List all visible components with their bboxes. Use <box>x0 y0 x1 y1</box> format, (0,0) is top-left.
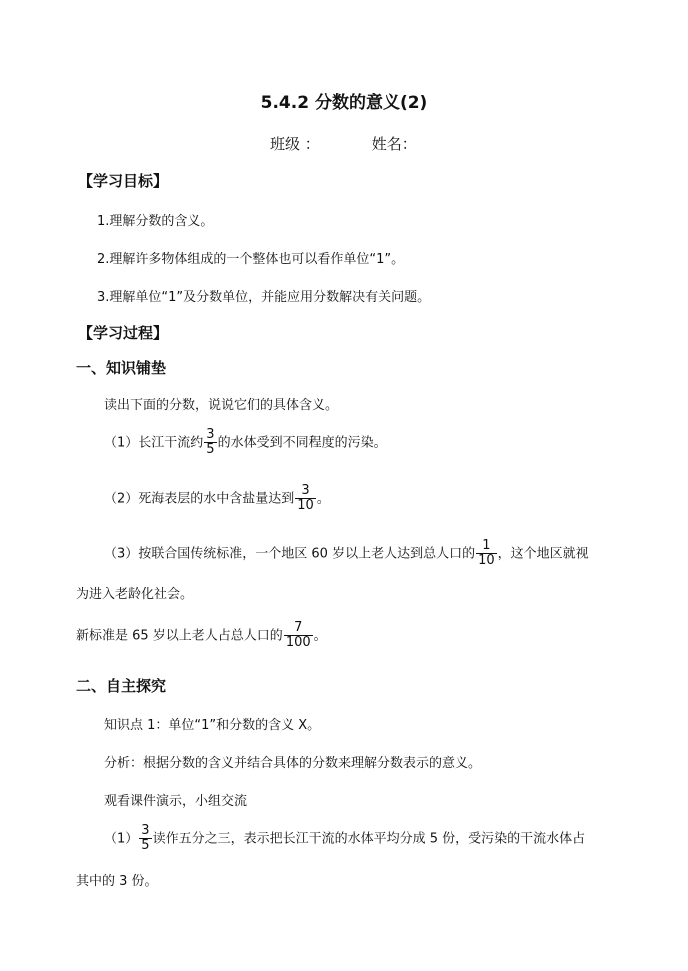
s2-item1-text-before: （1） <box>104 831 139 847</box>
section2-heading: 二、自主探究 <box>76 677 167 695</box>
fraction-numerator: 3 <box>206 427 215 442</box>
fraction-3-10 <box>295 484 316 514</box>
section1-item-1 <box>104 428 387 458</box>
s2-item1-text-after: 读作五分之三，表示把长江干流的水体平均分成 5 份，受污染的干流水体占 <box>152 831 586 847</box>
section1-item-3 <box>104 539 589 569</box>
section1-heading: 一、知识铺垫 <box>76 359 167 377</box>
section2-analysis: 分析：根据分数的含义并结合具体的分数来理解分数表示的意义。 <box>104 756 482 771</box>
fraction-denominator: 10 <box>478 553 495 569</box>
fraction-numerator: 3 <box>301 483 310 498</box>
goal-item-3: 3.理解单位“1”及分数单位，并能应用分数解决有关问题。 <box>97 290 431 305</box>
item1-text-after: 的水体受到不同程度的污染。 <box>217 435 387 451</box>
item4-text-after: 。 <box>313 628 327 644</box>
section2-watch: 观看课件演示，小组交流 <box>104 794 248 809</box>
fraction-denominator: 5 <box>206 442 215 458</box>
name-label: 姓名： <box>371 135 417 153</box>
section2-item-1 <box>104 824 585 854</box>
class-label: 班级 ： <box>270 135 320 153</box>
fraction-numerator: 7 <box>294 620 303 635</box>
section1-item-3-line2: 为进入老龄化社会。 <box>76 587 194 602</box>
fraction-denominator: 10 <box>297 498 314 514</box>
section2-point: 知识点 1：单位“1”和分数的含义 X。 <box>104 718 321 733</box>
fraction-numerator: 1 <box>482 538 491 553</box>
item3-text-before: （3）按联合国传统标准，一个地区 60 岁以上老人达到总人口的 <box>104 546 476 562</box>
item2-text-before: （2）死海表层的水中含盐量达到 <box>104 491 295 507</box>
item3-text-after: ，这个地区就视 <box>497 546 589 562</box>
goal-item-1: 1.理解分数的含义。 <box>97 214 214 229</box>
fraction-7-100 <box>284 621 313 651</box>
goals-heading: 【学习目标】 <box>78 172 169 190</box>
fraction-denominator: 100 <box>285 635 311 651</box>
section2-item-1-line2: 其中的 3 份。 <box>76 874 158 889</box>
section1-item-2 <box>104 484 330 514</box>
fraction-3-5 <box>204 428 216 458</box>
fraction-1-10 <box>476 539 497 569</box>
section1-item-4 <box>76 621 327 651</box>
process-heading: 【学习过程】 <box>78 324 169 342</box>
item2-text-after: 。 <box>316 491 330 507</box>
fraction-3-5 <box>139 824 151 854</box>
item1-text-before: （1）长江干流约 <box>104 435 204 451</box>
section1-intro: 读出下面的分数，说说它们的具体含义。 <box>104 398 339 413</box>
fraction-numerator: 3 <box>141 823 150 838</box>
fraction-denominator: 5 <box>141 838 150 854</box>
class-name-line <box>270 133 417 154</box>
item4-text-before: 新标准是 65 岁以上老人占总人口的 <box>76 628 283 644</box>
page-title: 5.4.2 分数的意义(2) <box>260 93 428 113</box>
goal-item-2: 2.理解许多物体组成的一个整体也可以看作单位“1”。 <box>97 252 405 267</box>
